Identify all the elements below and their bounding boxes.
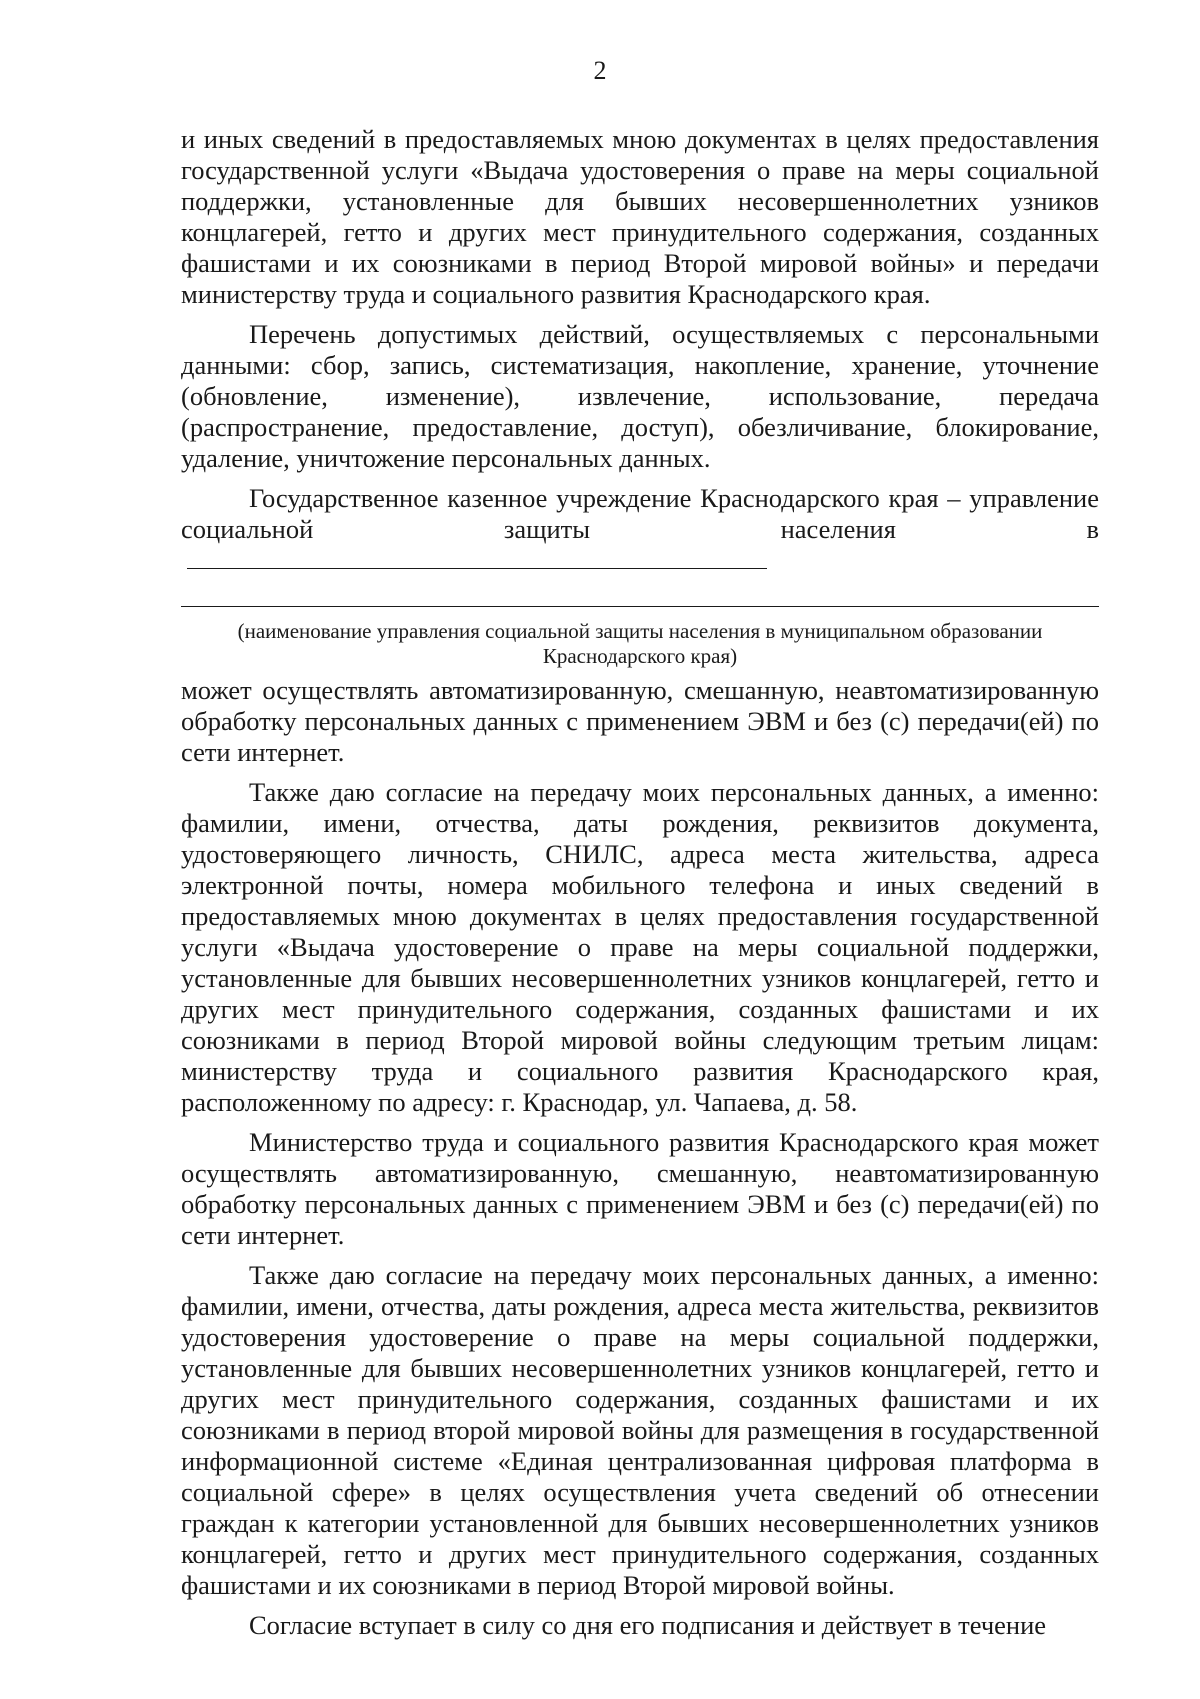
paragraph-institution	[181, 483, 1099, 576]
institution-caption: (наименование управления социальной защиты населения в муниципальном образовании Краснодарского края)	[237, 619, 1043, 668]
document-body	[181, 124, 1099, 1641]
paragraph-ministry-processing: Министерство труда и социального развития Краснодарского края может осуществлять автоматизированную, смешанную, неавтоматизированную обработку персональных данных с применением ЭВМ и без (с) передачи(ей) по сети интернет.	[181, 1127, 1099, 1250]
institution-blank-field	[187, 546, 767, 569]
institution-blank-line	[181, 606, 1099, 607]
paragraph-continuation: и иных сведений в предоставляемых мною документах в целях предоставления государственной услуги «Выдача удостоверения о праве на меры социальной поддержки, установленные для бывших несовершеннолетних узников концлагерей, гетто и других мест принудительного содержания, созданных фашистами и их союзниками в период Второй мировой войны» и передачи министерству труда и социального развития Краснодарского края.	[181, 124, 1099, 309]
paragraph-consent-transfer-ministry: Также даю согласие на передачу моих персональных данных, а именно: фамилии, имени, отчества, даты рождения, реквизитов документа, удостоверяющего личность, СНИЛС, адреса места жительства, адреса электронной почты, номера мобильного телефона и иных сведений в предоставляемых мною документах в целях предоставления государственной услуги «Выдача удостоверение о праве на меры социальной поддержки, установленные для бывших несовершеннолетних узников концлагерей, гетто и других мест принудительного содержания, созданных фашистами и их союзниками в период Второй мировой войны следующим третьим лицам: министерству труда и социального развития Краснодарского края, расположенному по адресу: г. Краснодар, ул. Чапаева, д. 58.	[181, 777, 1099, 1117]
institution-text: Государственное казенное учреждение Краснодарского края – управление социальной защиты населения в	[181, 483, 1099, 544]
paragraph-validity: Согласие вступает в силу со дня его подписания и действует в течение	[249, 1610, 1047, 1640]
paragraph-consent-egisso: Также даю согласие на передачу моих персональных данных, а именно: фамилии, имени, отчества, даты рождения, адреса места жительства, реквизитов удостоверения удостоверение о праве на меры социальной поддержки, установленные для бывших несовершеннолетних узников концлагерей, гетто и других мест принудительного содержания, созданных фашистами и их союзниками в период второй мировой войны для размещения в государственной информационной системе «Единая централизованная цифровая платформа в социальной сфере» в целях осуществления учета сведений об отнесении граждан к категории установленной для бывших несовершеннолетних узников концлагерей, гетто и других мест принудительного содержания, созданных фашистами и их союзниками в период Второй мировой войны.	[181, 1260, 1099, 1600]
paragraph-processing: может осуществлять автоматизированную, смешанную, неавтоматизированную обработку персональных данных с применением ЭВМ и без (с) передачи(ей) по сети интернет.	[181, 675, 1099, 767]
page-number: 2	[593, 56, 607, 85]
paragraph-allowed-actions: Перечень допустимых действий, осуществляемых с персональными данными: сбор, запись, систематизация, накопление, хранение, уточнение (обновление, изменение), извлечение, использование, передача (распространение, предоставление, доступ), обезличивание, блокирование, удаление, уничтожение персональных данных.	[181, 319, 1099, 473]
